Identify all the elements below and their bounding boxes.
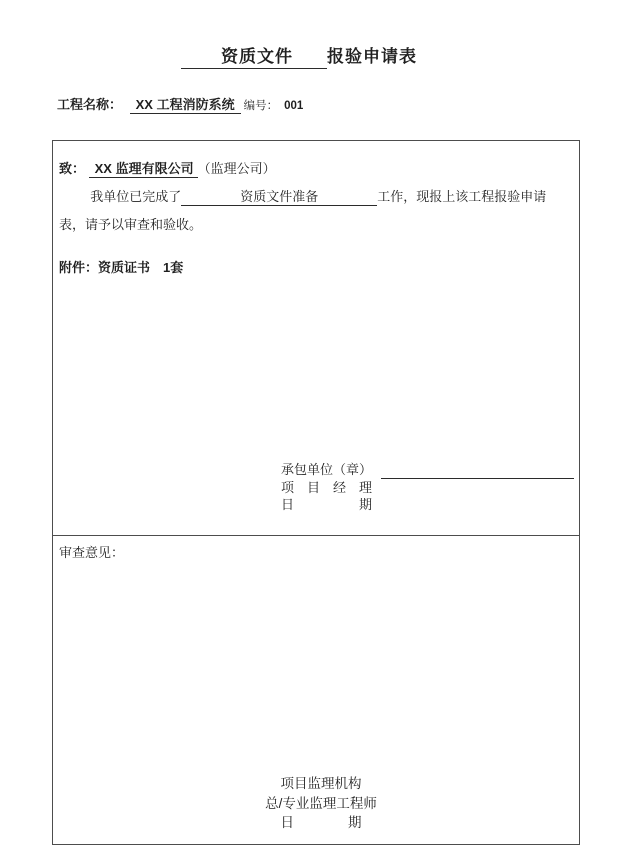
- supervising-engineer-row: 总/专业监理工程师: [265, 795, 377, 811]
- contractor-date-row: 日 期: [281, 497, 373, 512]
- project-name-row: [57, 94, 303, 113]
- review-section: [52, 536, 580, 845]
- addressee-row: [59, 155, 571, 183]
- application-content: [53, 141, 579, 282]
- attachment-label: 附件：: [59, 260, 99, 275]
- review-opinion-label: 审查意见：: [59, 545, 125, 560]
- doc-number-label: 编号：: [243, 100, 279, 112]
- addressee-value: XX 监理有限公司: [89, 161, 198, 178]
- body-prefix: 我单位已完成了: [90, 189, 182, 204]
- application-body: [59, 183, 571, 239]
- application-section: [52, 140, 580, 536]
- contractor-seal-row: [281, 461, 574, 479]
- contractor-signature-block: [281, 461, 574, 514]
- addressee-label: 致：: [59, 161, 86, 176]
- body-fill-in-blank: 资质文件准备: [181, 188, 377, 206]
- project-name-value: XX 工程消防系统: [130, 97, 241, 114]
- addressee-suffix: （监理公司）: [197, 161, 276, 176]
- title-blank-underlined: 资质文件: [181, 42, 327, 69]
- contractor-signature-line: [381, 465, 574, 479]
- supervisor-date-row: 日 期: [280, 815, 362, 830]
- attachment-row: [59, 254, 571, 282]
- title-rest: 报验申请表: [327, 47, 417, 66]
- supervision-org-row: 项目监理机构: [280, 776, 362, 791]
- doc-number-value: 001: [284, 100, 304, 112]
- body-suffix: 工作，现报上该工程报验申请表，请予以审查和验收。: [59, 189, 547, 232]
- project-manager-row: 项 目 经 理: [281, 479, 373, 495]
- supervisor-signature-block: [241, 774, 401, 833]
- page-title: [0, 42, 619, 69]
- project-name-label: 工程名称：: [57, 97, 123, 112]
- attachment-value: 资质证书 1套: [98, 260, 184, 275]
- contractor-seal-label: 承包单位（章）: [281, 462, 373, 477]
